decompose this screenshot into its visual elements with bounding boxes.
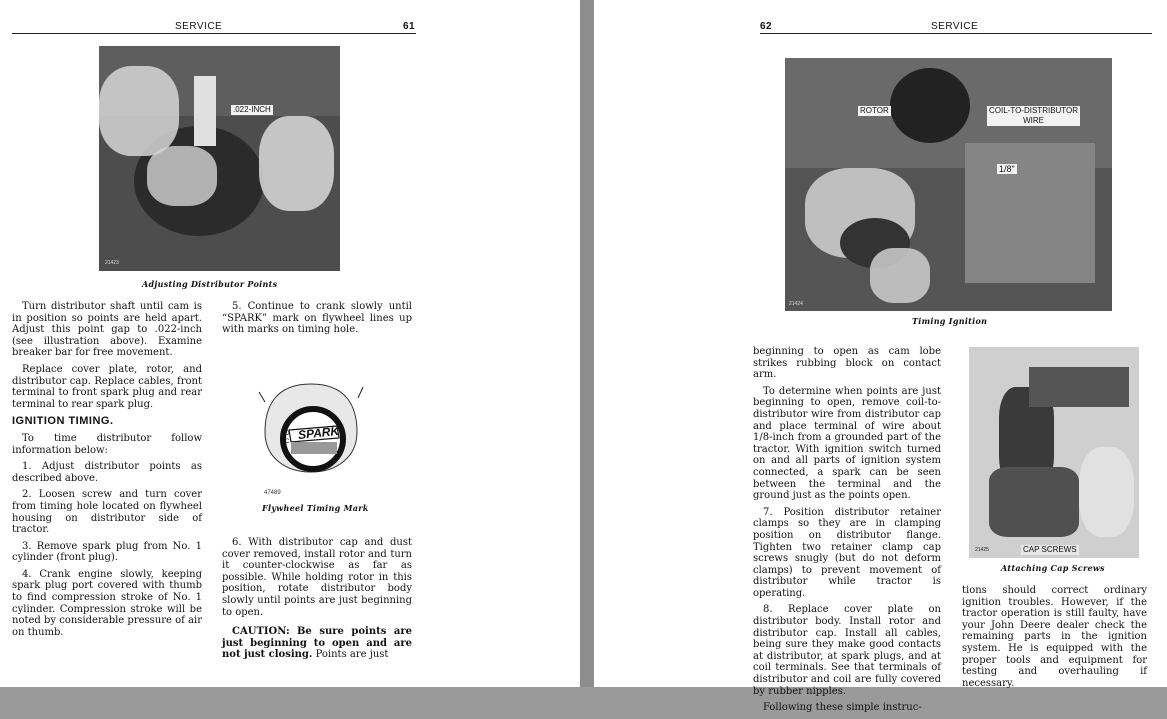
paragraph: Replace cover plate, rotor, and distributor cap. Replace cables, front terminal to front spark plug and rear terminal to rear spark plug. [12, 363, 202, 410]
figure-caption: Timing Ignition [912, 316, 988, 326]
figure-number: 21423 [105, 260, 119, 266]
page-gutter [580, 0, 594, 687]
caution-text: Be sure points are just beginning to open and are not just closing. [222, 626, 412, 661]
gap-label: 1/8" [999, 164, 1015, 174]
page-number: 61 [403, 21, 416, 32]
paragraph: tions should correct ordinary ignition troubles. However, if the tractor operation is still faulty, have your John Deere dealer check the remaining parts in the ignition system. He is equipped with the proper tools and equipment for testing and overhauling if necessary. [962, 585, 1147, 689]
text-column-left [12, 301, 202, 643]
right-page [594, 0, 1167, 714]
cap-screws-photo [969, 347, 1139, 558]
text-column-right-top [222, 301, 412, 341]
section-heading: IGNITION TIMING. [12, 415, 114, 428]
header-rule [12, 33, 416, 34]
paragraph: 4. Crank engine slowly, keeping spark plug port covered with thumb to find compression stroke of No. 1 cylinder. Compression stroke will be noted by considerable pressure of air on thumb. [12, 568, 202, 638]
running-header: SERVICE [175, 21, 223, 32]
coil-wire-label-line1: COIL-TO-DISTRIBUTOR [989, 106, 1079, 115]
figure-number: 21424 [789, 301, 803, 307]
paragraph: Following these simple instruc- [763, 702, 922, 714]
running-header: SERVICE [931, 21, 979, 32]
coil-wire-label-line2: WIRE [1023, 116, 1044, 125]
flywheel-timing-mark-illustration [255, 372, 367, 482]
paragraph: 5. Continue to crank slowly until “SPARK” mark on flywheel lines up with marks on timing hole. [222, 301, 412, 336]
figure-number: 47489 [264, 490, 281, 496]
paragraph: 6. With distributor cap and dust cover removed, install rotor and turn it counter-clockwise as far as possible. While holding rotor in this position, rotate distributor body slowly until points are just beginning to open. [222, 537, 412, 618]
spark-mark-text: SPARK [297, 423, 340, 443]
paragraph: 1. Adjust distributor points as described above. [12, 461, 202, 484]
caution-paragraph [222, 626, 412, 661]
paragraph: 3. Remove spark plug from No. 1 cylinder (front plug). [12, 540, 202, 564]
left-page [0, 0, 580, 687]
gap-callout: .022-INCH [233, 105, 271, 114]
paragraph: Turn distributor shaft until cam is in position so points are held apart. Adjust this point gap to .022-inch (see illustration above). Examine breaker bar for free movement. [12, 301, 202, 359]
header-rule [760, 33, 1152, 34]
figure-caption: Flywheel Timing Mark [262, 503, 369, 513]
timing-ignition-photo [785, 58, 1112, 311]
figure-number: 21425 [975, 547, 989, 553]
rotor-label: ROTOR [860, 106, 889, 115]
paragraph: To determine when points are just beginning to open, remove coil-to-distributor wire from distributor cap and place terminal of wire about 1/8-inch from a grounded part of the tractor. With ignition switch turned on and all parts of ignition system connected, a spark can be seen between the terminal and the ground just as the points open. [753, 385, 941, 502]
text-column-left [753, 346, 941, 719]
page-number: 62 [760, 21, 773, 32]
distributor-points-photo [99, 46, 340, 271]
figure-caption: Attaching Cap Screws [1001, 563, 1105, 573]
caution-label: CAUTION: [232, 626, 290, 638]
paragraph: To time distributor follow information below: [12, 432, 202, 456]
paragraph: 7. Position distributor retainer clamps so they are in clamping position on distributor flange. Tighten two retainer clamp cap screws snugly (but do not deform clamps) to prevent movement of distributor while tractor is operating. [753, 506, 941, 599]
text-column-right-bottom [222, 537, 412, 666]
dc-marks: D C [285, 431, 290, 445]
cap-screws-label: CAP SCREWS [1023, 545, 1077, 554]
text-column-right [962, 585, 1147, 694]
coil-wire-label [987, 106, 1080, 126]
paragraph: 8. Replace cover plate on distributor body. Install rotor and distributor cap. Install all cables, being sure they make good contacts at distributor, at spark plugs, and at coil terminals. See that terminals of distributor and coil are fully covered by rubber nipples. [753, 604, 941, 697]
paragraph: 2. Loosen screw and turn cover from timing hole located on flywheel housing on distributor side of tractor. [12, 489, 202, 536]
caution-tail: Points are just [315, 649, 389, 661]
paragraph: beginning to open as cam lobe strikes rubbing block on contact arm. [753, 346, 941, 381]
figure-caption: Adjusting Distributor Points [142, 279, 278, 289]
